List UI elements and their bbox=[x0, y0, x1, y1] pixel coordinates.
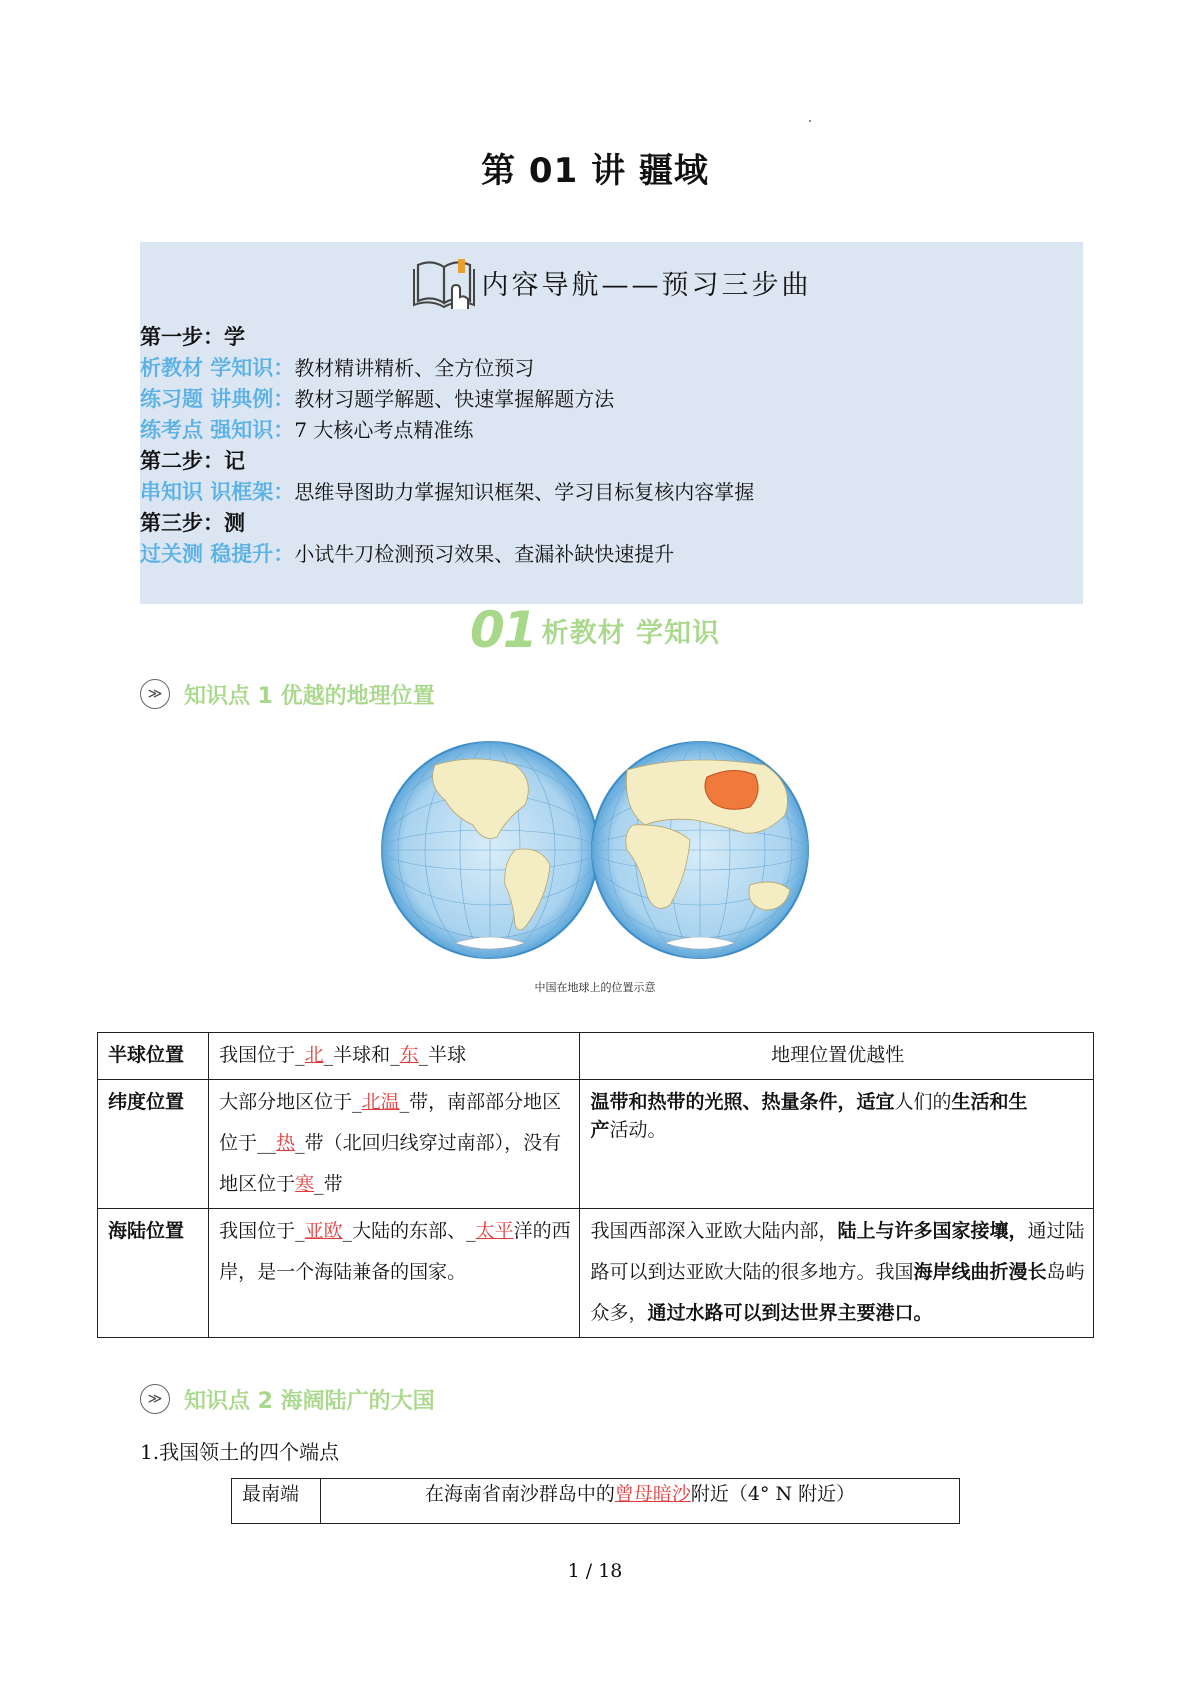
step-one-title: 第一步：学 bbox=[140, 325, 245, 349]
table-cell: 大部分地区位于_北温_带，南部部分地区位于__热_带（北回归线穿过南部），没有地区位于寒_带 bbox=[209, 1080, 580, 1209]
steps-list bbox=[140, 322, 754, 570]
nav-heading: 内容导航——预习三步曲 bbox=[481, 269, 812, 301]
step-keyword: 析教材 学知识： bbox=[140, 356, 295, 380]
western-hemisphere bbox=[382, 742, 598, 958]
world-hemispheres-map bbox=[365, 725, 825, 995]
knowledge-point-label: 知识点 2 海阔陆广的大国 bbox=[184, 1388, 435, 1414]
eastern-hemisphere bbox=[592, 742, 808, 958]
step-description: 思维导图助力掌握知识框架、学习目标复核内容掌握 bbox=[294, 480, 755, 504]
knowledge-point-label: 知识点 1 优越的地理位置 bbox=[184, 683, 435, 709]
section-title: 析教材 学知识 bbox=[541, 617, 720, 649]
step-description: 教材习题学解题、快速掌握解题方法 bbox=[294, 387, 615, 411]
subheading: 1.我国领土的四个端点 bbox=[140, 1440, 340, 1464]
row-header: 海陆位置 bbox=[98, 1209, 209, 1338]
stray-dot bbox=[809, 120, 811, 122]
map-caption: 中国在地球上的位置示意 bbox=[534, 981, 656, 994]
page-number: 1 / 18 bbox=[567, 1560, 623, 1582]
geographic-position-table bbox=[97, 1032, 1094, 1338]
nav-header bbox=[140, 252, 1083, 312]
step-keyword: 练考点 强知识： bbox=[140, 418, 295, 442]
territory-extremes-table bbox=[231, 1478, 960, 1524]
step-description: 小试牛刀检测预习效果、查漏补缺快速提升 bbox=[294, 542, 675, 566]
section-number: 01 bbox=[470, 601, 536, 659]
page-title: 第 01 讲 疆域 bbox=[481, 151, 709, 191]
knowledge-point-1 bbox=[140, 677, 435, 711]
play-arrow-icon: ≫ bbox=[140, 1384, 170, 1414]
table-cell: 我国西部深入亚欧大陆内部，陆上与许多国家接壤，通过陆路可以到达亚欧大陆的很多地方。我国海岸线曲折漫长岛屿众多，通过水路可以到达世界主要港口。 bbox=[580, 1209, 1094, 1338]
row-header: 半球位置 bbox=[98, 1033, 209, 1080]
step-keyword: 练习题 讲典例： bbox=[140, 387, 295, 411]
step-description: 7 大核心考点精准练 bbox=[294, 418, 474, 442]
table-row bbox=[98, 1209, 1094, 1338]
play-arrow-icon: ≫ bbox=[140, 679, 170, 709]
row-header: 最南端 bbox=[232, 1479, 321, 1524]
step-keyword: 过关测 稳提升： bbox=[140, 542, 295, 566]
knowledge-point-2 bbox=[140, 1382, 435, 1416]
table-cell: 在海南省南沙群岛中的曾母暗沙附近（4° N 附近） bbox=[321, 1479, 960, 1524]
step-keyword: 串知识 识框架： bbox=[140, 480, 295, 504]
table-row bbox=[98, 1080, 1094, 1209]
book-touch-icon bbox=[412, 253, 478, 311]
table-cell: 我国位于_北_半球和_东_半球 bbox=[209, 1033, 580, 1080]
table-cell: 温带和热带的光照、热量条件，适宜人们的生活和生 产活动。 bbox=[580, 1080, 1094, 1209]
step-three-title: 第三步：测 bbox=[140, 511, 245, 535]
step-description: 教材精讲精析、全方位预习 bbox=[294, 356, 535, 380]
table-cell: 我国位于_亚欧_大陆的东部、_太平洋的西岸，是一个海陆兼备的国家。 bbox=[209, 1209, 580, 1338]
table-row bbox=[98, 1033, 1094, 1080]
row-header: 纬度位置 bbox=[98, 1080, 209, 1209]
section-banner bbox=[0, 600, 1190, 660]
content-navigation-box bbox=[140, 242, 1083, 604]
table-cell: 地理位置优越性 bbox=[580, 1033, 1094, 1080]
table-row bbox=[232, 1479, 960, 1524]
step-two-title: 第二步：记 bbox=[140, 449, 245, 473]
